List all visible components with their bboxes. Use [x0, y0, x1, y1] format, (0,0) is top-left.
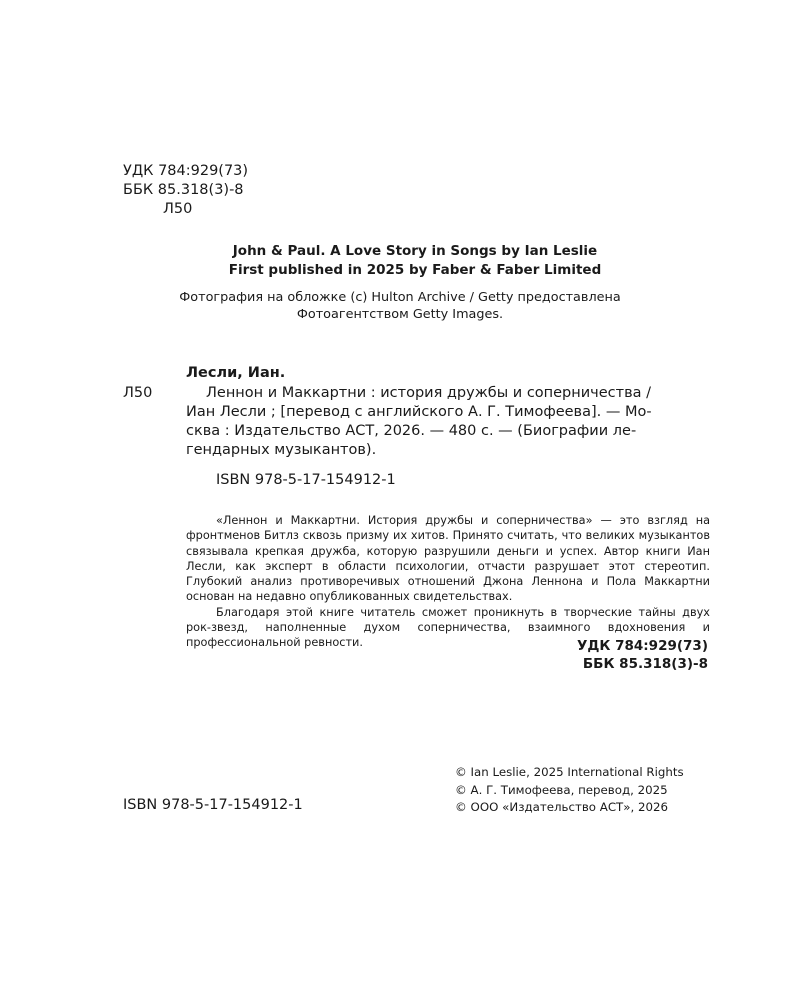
author-mark: Л50	[163, 201, 193, 217]
biblio-line-3: сква : Издательство АСТ, 2026. — 480 с. — (Биографии ле-	[186, 423, 637, 439]
udk-code: УДК 784:929(73)	[123, 163, 249, 179]
biblio-line-2: Иан Лесли ; [перевод с английского А. Г. Тимофеева]. — Мо-	[186, 404, 652, 420]
copyright-block	[455, 764, 684, 817]
original-publisher-line: First published in 2025 by Faber & Faber Limited	[228, 262, 602, 278]
copyright-translation: © А. Г. Тимофеева, перевод, 2025	[455, 782, 668, 797]
copyright-author: © Ian Leslie, 2025 International Rights	[455, 765, 684, 779]
footer-isbn: ISBN 978-5-17-154912-1	[123, 797, 303, 813]
biblio-line-1: Леннон и Маккартни : история дружбы и соперничества /	[206, 385, 651, 401]
cover-photo-line-1: Фотография на обложке (c) Hulton Archive / Getty предоставлена	[179, 290, 621, 305]
biblio-line-4: гендарных музыкантов).	[186, 442, 377, 458]
annotation-paragraph-1: «Леннон и Маккартни. История дружбы и соперничества» — это взгляд на фронтменов Битлз сквозь призму их хитов. Принято считать, что великих музыкантов связывала крепкая дружба, которую разрушили деньги и успех. Автор книги Иан Лесли, как эксперт в области психологии, отчасти разрушает этот стереотип. Глубокий анализ противоречивых отношений Джона Леннона и Пола Маккартни основан на недавно опубликованных свидетельствах.	[186, 514, 710, 604]
annotation-codes	[577, 637, 708, 673]
annotation-bbk: ББК 85.318(3)-8	[582, 656, 708, 672]
copyright-publisher: © ООО «Издательство АСТ», 2026	[455, 800, 669, 814]
catalog-isbn: ISBN 978-5-17-154912-1	[216, 472, 396, 488]
catalog-author-mark: Л50	[123, 385, 153, 401]
catalog-author: Лесли, Иан.	[186, 365, 286, 381]
original-title-line: John & Paul. A Love Story in Songs by Ian Leslie	[232, 243, 598, 259]
annotation-paragraph-2: Благодаря этой книге читатель сможет проникнуть в творческие тайны двух рок-звезд, наполненные духом соперничества, взаимного вдохновения и профессиональной ревности.	[186, 605, 710, 650]
classification-block	[123, 162, 248, 219]
cover-photo-line-2: Фотоагентством Getty Images.	[296, 307, 504, 322]
annotation	[186, 513, 710, 651]
bbk-code: ББК 85.318(3)-8	[123, 182, 244, 198]
original-edition	[0, 242, 800, 280]
bibliographic-description	[186, 384, 710, 460]
annotation-udk: УДК 784:929(73)	[576, 638, 708, 654]
cover-photo-credit	[0, 289, 800, 323]
